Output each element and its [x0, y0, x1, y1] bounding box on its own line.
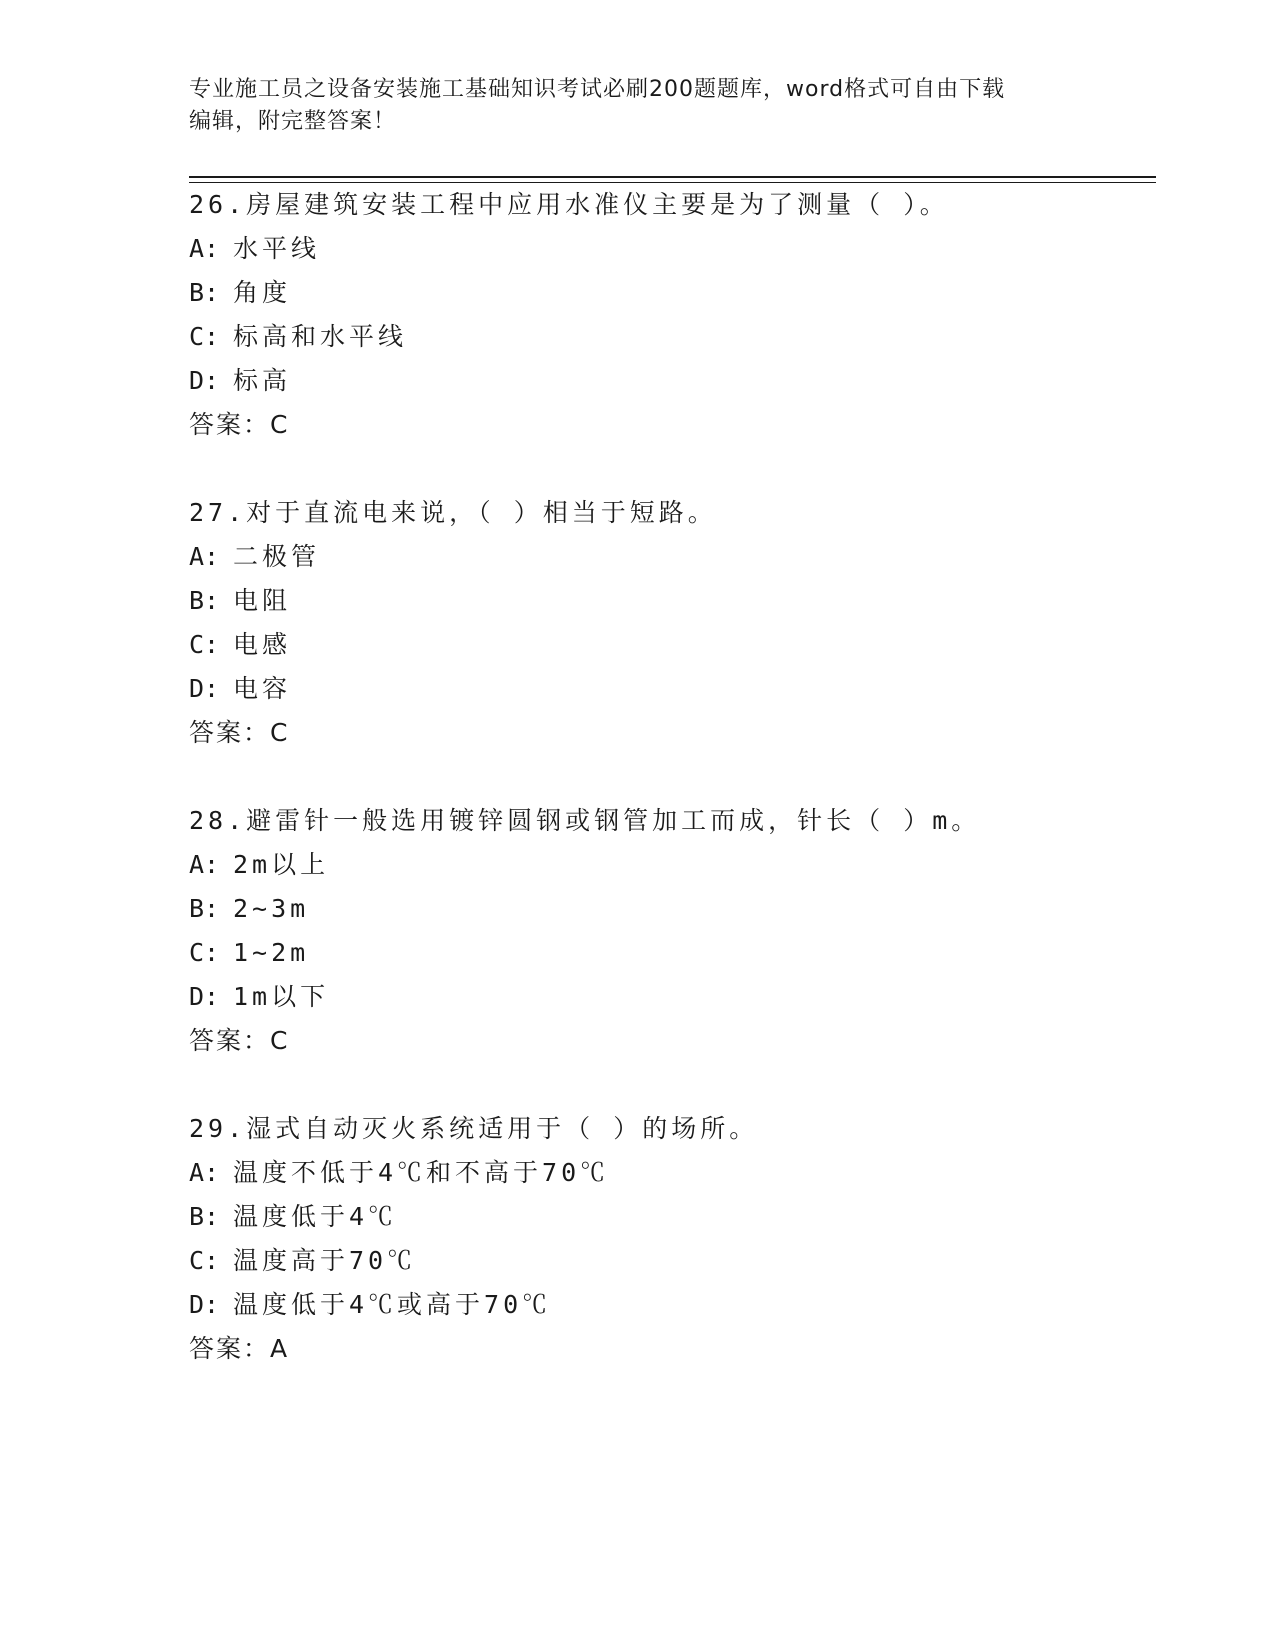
option-letter: B: — [189, 278, 220, 307]
option-letter: B: — [189, 1202, 220, 1231]
option-letter: A: — [189, 850, 220, 879]
option-b — [189, 277, 291, 309]
option-letter: C: — [189, 1246, 220, 1275]
option-d — [189, 981, 329, 1013]
option-text: 1~2m — [233, 938, 310, 967]
option-c — [189, 321, 407, 353]
option-text: 温度低于4℃ — [233, 1202, 398, 1231]
question-stem: 27.对于直流电来说，（ ）相当于短路。 — [189, 498, 717, 527]
option-b — [189, 893, 309, 925]
option-c — [189, 937, 309, 969]
header-title-line-1: 专业施工员之设备安装施工基础知识考试必刷200题题库，word格式可自由下载 — [189, 77, 1006, 102]
option-letter: A: — [189, 234, 220, 263]
option-b — [189, 585, 291, 617]
option-c — [189, 629, 291, 661]
option-letter: B: — [189, 586, 220, 615]
answer-line: 答案：C — [189, 718, 290, 747]
option-text: 电阻 — [233, 586, 292, 615]
option-text: 1m以下 — [233, 982, 330, 1011]
option-letter: D: — [189, 1290, 220, 1319]
question-stem: 29.湿式自动灭火系统适用于（ ）的场所。 — [189, 1114, 759, 1143]
option-text: 标高 — [233, 366, 292, 395]
option-a — [189, 849, 329, 881]
option-letter: B: — [189, 894, 220, 923]
option-a — [189, 541, 320, 573]
option-text: 水平线 — [233, 234, 321, 263]
option-letter: C: — [189, 938, 220, 967]
option-text: 2m以上 — [233, 850, 330, 879]
option-text: 电容 — [233, 674, 292, 703]
option-c — [189, 1245, 416, 1277]
header-title-line-2: 编辑，附完整答案！ — [189, 109, 397, 134]
option-text: 温度低于4℃或高于70℃ — [233, 1290, 552, 1319]
option-text: 温度不低于4℃和不高于70℃ — [233, 1158, 610, 1187]
option-letter: D: — [189, 674, 220, 703]
option-letter: A: — [189, 1158, 220, 1187]
option-text: 角度 — [233, 278, 292, 307]
option-letter: C: — [189, 630, 220, 659]
option-letter: D: — [189, 366, 220, 395]
option-letter: A: — [189, 542, 220, 571]
option-text: 2~3m — [233, 894, 310, 923]
question-stem: 26.房屋建筑安装工程中应用水准仪主要是为了测量（ ）。 — [189, 190, 949, 219]
option-letter: C: — [189, 322, 220, 351]
option-text: 标高和水平线 — [233, 322, 408, 351]
answer-line: 答案：C — [189, 410, 290, 439]
option-text: 电感 — [233, 630, 292, 659]
question-stem: 28.避雷针一般选用镀锌圆钢或钢管加工而成，针长（ ）m。 — [189, 806, 981, 835]
header-divider-thin — [189, 182, 1156, 183]
answer-line: 答案：A — [189, 1334, 290, 1363]
option-text: 温度高于70℃ — [233, 1246, 417, 1275]
document-header — [189, 74, 1089, 138]
option-letter: D: — [189, 982, 220, 1011]
option-a — [189, 1157, 609, 1189]
option-text: 二极管 — [233, 542, 321, 571]
option-b — [189, 1201, 397, 1233]
header-divider-thick — [189, 176, 1156, 178]
option-d — [189, 365, 291, 397]
answer-line: 答案：C — [189, 1026, 290, 1055]
option-d — [189, 673, 291, 705]
option-d — [189, 1289, 551, 1321]
option-a — [189, 233, 320, 265]
